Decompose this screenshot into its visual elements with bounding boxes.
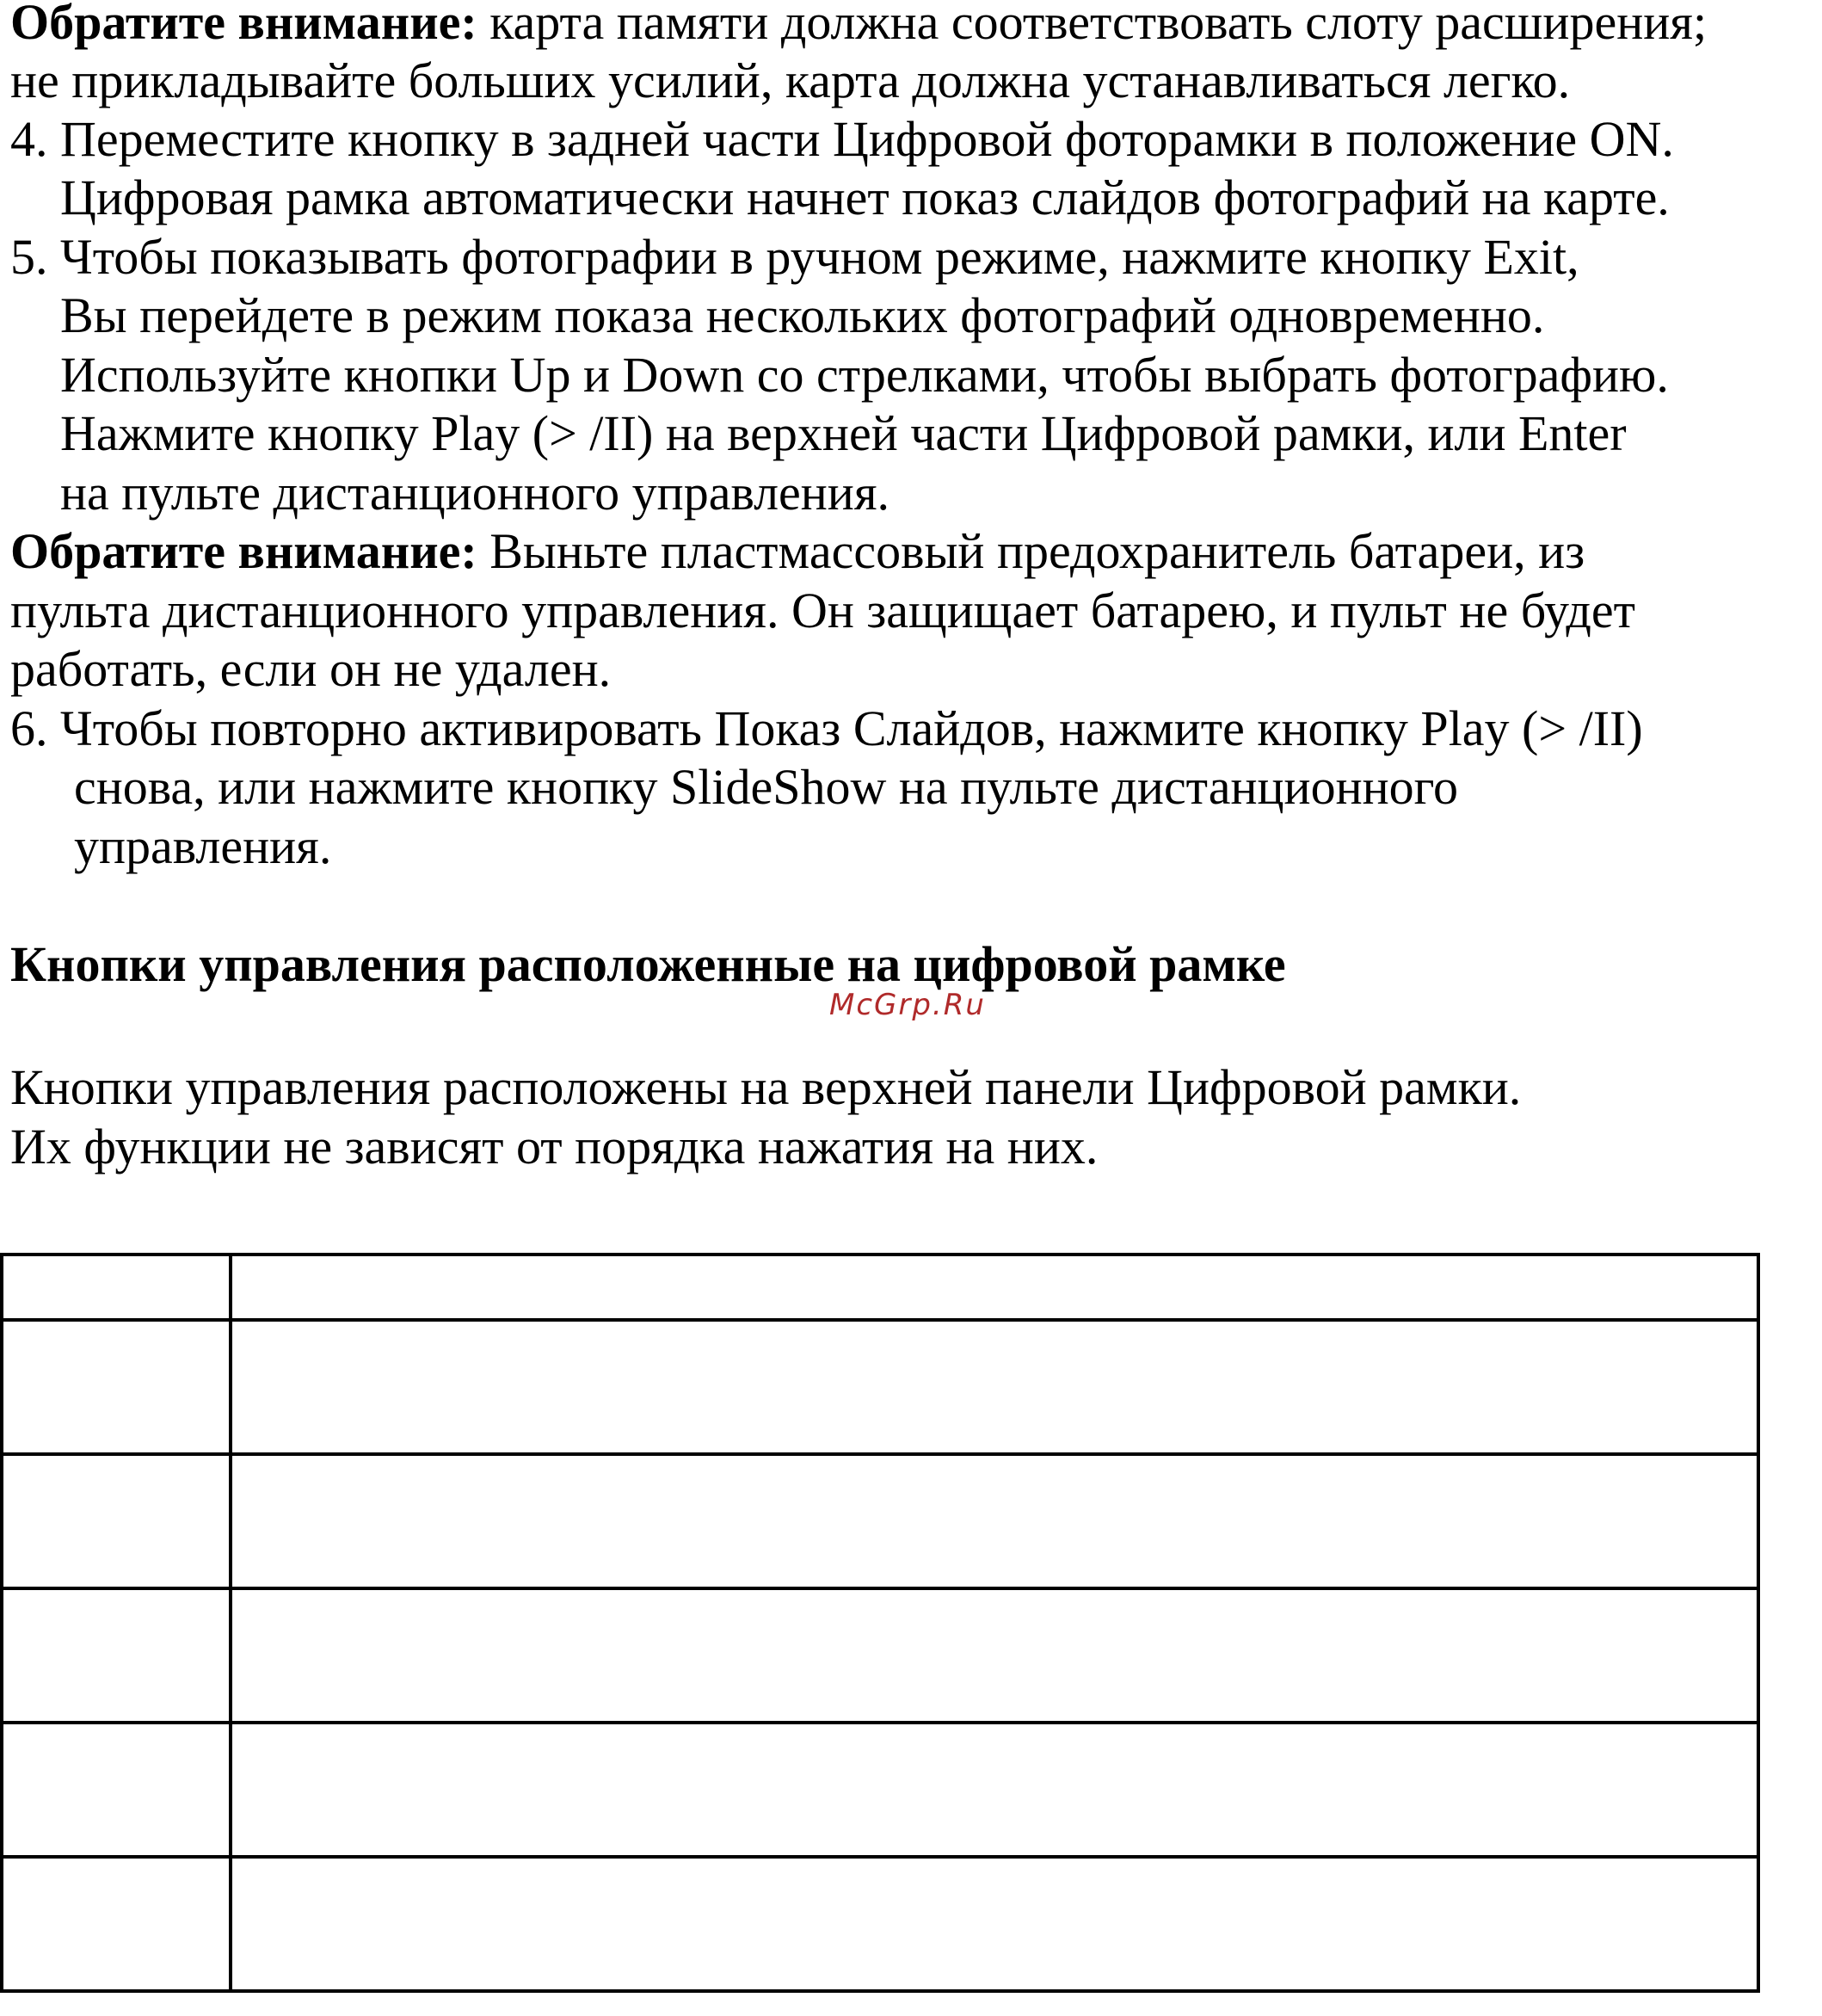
table-row	[2, 1320, 1758, 1454]
table-cell	[2, 1723, 231, 1857]
note1-text: карта памяти должна соответствовать слоту расширения;	[477, 0, 1708, 50]
table-cell	[231, 1588, 1758, 1723]
controls-table	[0, 1253, 1760, 1993]
step5-line5: на пульте дистанционного управления.	[60, 465, 890, 521]
watermark-text: McGrp.Ru	[829, 988, 986, 1022]
step6-line2: снова, или нажмите кнопку SlideShow на пульте дистанционного	[74, 759, 1459, 815]
step5-line4: Нажмите кнопку Play (> /II) на верхней части Цифровой рамки, или Enter	[60, 405, 1627, 461]
table-row	[2, 1588, 1758, 1723]
table-cell	[231, 1454, 1758, 1588]
table-cell	[2, 1320, 231, 1454]
note2-text: Выньте пластмассовый предохранитель батареи, из	[477, 523, 1585, 579]
table-row	[2, 1723, 1758, 1857]
step6-line3: управления.	[74, 818, 332, 874]
note1-line1	[10, 0, 1707, 52]
step5-line1: 5. Чтобы показывать фотографии в ручном режиме, нажмите кнопку Exit,	[10, 229, 1579, 285]
note1-line2: не прикладывайте больших усилий, карта должна устанавливаться легко.	[10, 52, 1571, 108]
section-para-line1: Кнопки управления расположены на верхней панели Цифровой рамки.	[10, 1059, 1522, 1115]
table-cell	[231, 1320, 1758, 1454]
table-cell	[231, 1857, 1758, 1991]
table-cell	[2, 1588, 231, 1723]
step4-line1: 4. Переместите кнопку в задней части Цифровой фоторамки в положение ON.	[10, 111, 1674, 167]
table-cell	[231, 1723, 1758, 1857]
step5-line3: Используйте кнопки Up и Down со стрелками, чтобы выбрать фотографию.	[60, 347, 1669, 403]
table-row	[2, 1454, 1758, 1588]
table-header-row	[2, 1255, 1758, 1320]
table-cell	[231, 1255, 1758, 1320]
section-heading: Кнопки управления расположенные на цифровой рамке	[10, 936, 1286, 992]
note1-label: Обратите внимание:	[10, 0, 477, 50]
step5-line2: Вы перейдете в режим показа нескольких фотографий одновременно.	[60, 287, 1545, 343]
note2-line3: работать, если он не удален.	[10, 641, 612, 697]
note2-line2: пульта дистанционного управления. Он защищает батарею, и пульт не будет	[10, 583, 1635, 638]
table-cell	[2, 1255, 231, 1320]
section-para-line2: Их функции не зависят от порядка нажатия на них.	[10, 1119, 1099, 1174]
table-cell	[2, 1454, 231, 1588]
step6-line1: 6. Чтобы повторно активировать Показ Слайдов, нажмите кнопку Play (> /II)	[10, 700, 1643, 756]
table-row	[2, 1857, 1758, 1991]
table-cell	[2, 1857, 231, 1991]
note2-label: Обратите внимание:	[10, 523, 477, 579]
note2-line1	[10, 522, 1585, 581]
step4-line2: Цифровая рамка автоматически начнет показ слайдов фотографий на карте.	[60, 170, 1670, 225]
